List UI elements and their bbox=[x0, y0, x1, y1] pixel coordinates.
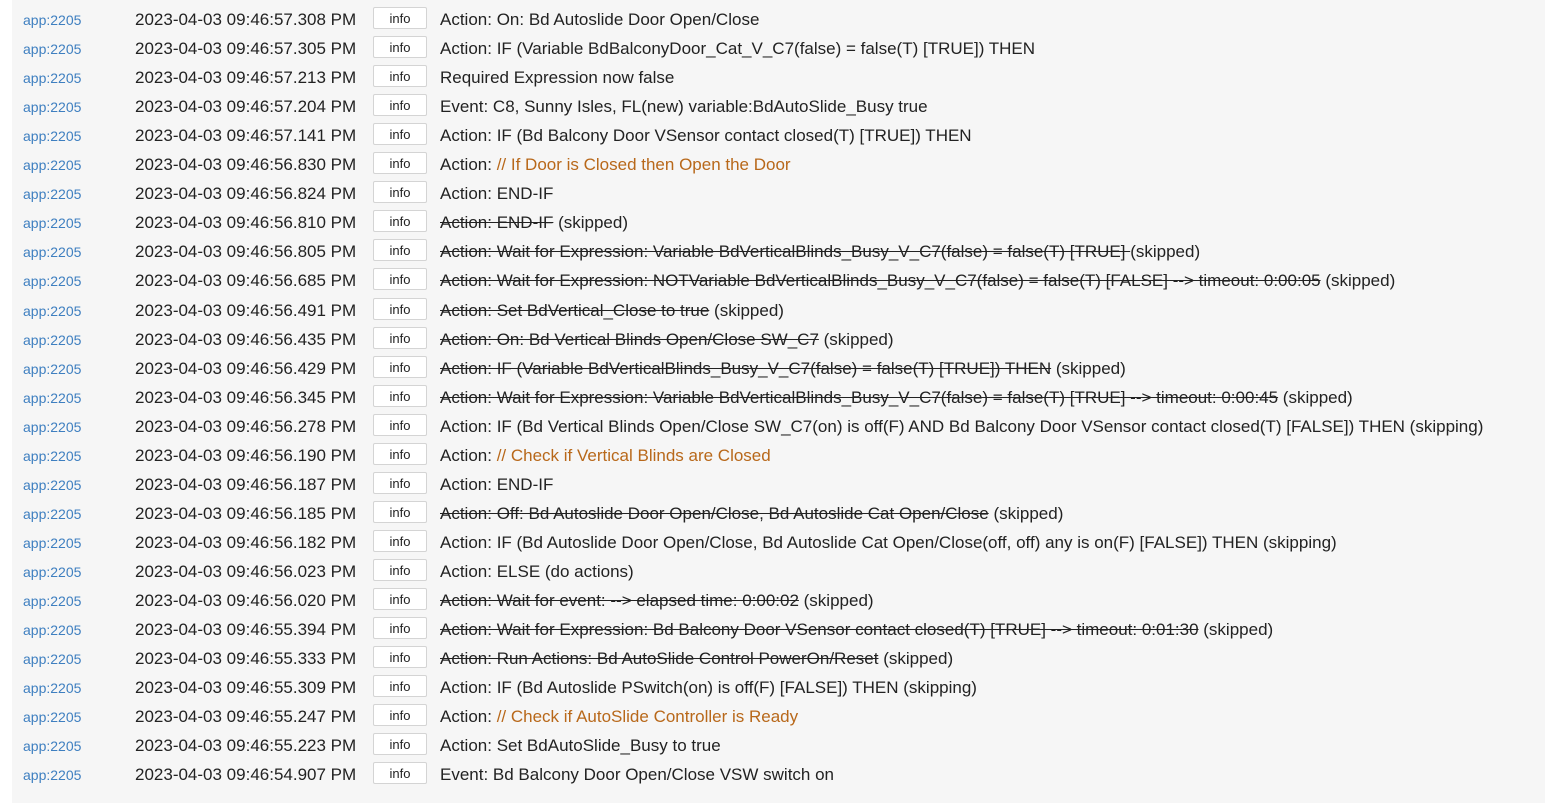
log-message bbox=[440, 242, 1200, 262]
log-message-text: Action: END-IF bbox=[440, 184, 554, 204]
log-level-badge: info bbox=[373, 356, 427, 378]
log-timestamp: 2023-04-03 09:46:55.309 PM bbox=[135, 678, 357, 698]
log-message bbox=[440, 39, 1035, 59]
log-level-badge: info bbox=[373, 36, 427, 58]
log-message bbox=[440, 591, 874, 611]
log-timestamp: 2023-04-03 09:46:56.810 PM bbox=[135, 213, 357, 233]
log-level-badge: info bbox=[373, 268, 427, 290]
log-message-suffix: (skipped) bbox=[553, 213, 628, 233]
log-source-link[interactable]: app:2205 bbox=[23, 447, 82, 464]
log-timestamp: 2023-04-03 09:46:57.141 PM bbox=[135, 126, 357, 146]
log-row bbox=[12, 615, 1545, 644]
log-message-text: Action: IF (Bd Vertical Blinds Open/Close SW_C7(on) is off(F) AND Bd Balcony Door VSensor contact closed(T) [FALSE]) THEN (skipping) bbox=[440, 416, 1484, 436]
log-message-comment: // If Door is Closed then Open the Door bbox=[496, 155, 791, 175]
log-message-text: Action: bbox=[440, 707, 497, 727]
log-message-skipped: Action: On: Bd Vertical Blinds Open/Close SW_C7 bbox=[440, 329, 819, 349]
log-level-badge: info bbox=[373, 123, 427, 145]
log-message-skipped: Action: Run Actions: Bd AutoSlide Control PowerOn/Reset bbox=[440, 649, 879, 669]
log-message bbox=[440, 330, 894, 350]
log-message-comment: // Check if AutoSlide Controller is Ready bbox=[496, 707, 799, 727]
log-source-link[interactable]: app:2205 bbox=[23, 651, 82, 668]
log-row bbox=[12, 150, 1545, 179]
log-message bbox=[440, 155, 791, 175]
log-timestamp: 2023-04-03 09:46:56.345 PM bbox=[135, 387, 357, 407]
log-row bbox=[12, 557, 1545, 586]
log-level-badge: info bbox=[373, 675, 427, 697]
log-source-link[interactable]: app:2205 bbox=[23, 186, 82, 203]
log-message bbox=[440, 271, 1395, 291]
log-level-badge: info bbox=[373, 733, 427, 755]
log-message bbox=[440, 184, 553, 204]
log-row bbox=[12, 237, 1545, 266]
log-row bbox=[12, 34, 1545, 63]
log-level-badge: info bbox=[373, 530, 427, 552]
log-source-link[interactable]: app:2205 bbox=[23, 593, 82, 609]
log-timestamp: 2023-04-03 09:46:57.305 PM bbox=[135, 39, 357, 59]
log-row bbox=[12, 325, 1545, 354]
log-message-text: Action: IF (Bd Autoslide PSwitch(on) is off(F) [FALSE]) THEN (skipping) bbox=[440, 678, 977, 698]
log-level-badge: info bbox=[373, 298, 427, 320]
log-message bbox=[440, 359, 1126, 379]
log-source-link[interactable]: app:2205 bbox=[23, 738, 82, 755]
log-message-comment: // Check if Vertical Blinds are Closed bbox=[496, 445, 771, 465]
log-level-badge: info bbox=[373, 65, 427, 87]
log-row bbox=[12, 586, 1545, 615]
log-source-link[interactable]: app:2205 bbox=[23, 273, 82, 290]
log-message-suffix: (skipped) bbox=[1130, 242, 1201, 262]
log-message bbox=[440, 736, 721, 756]
log-message-text: Action: On: Bd Autoslide Door Open/Close bbox=[440, 10, 760, 29]
log-message-text: Action: END-IF bbox=[440, 474, 554, 494]
log-row bbox=[12, 383, 1545, 412]
log-source-link[interactable]: app:2205 bbox=[23, 476, 82, 493]
log-level-badge: info bbox=[373, 472, 427, 494]
log-source-link[interactable]: app:2205 bbox=[23, 534, 82, 551]
log-source-link[interactable]: app:2205 bbox=[23, 360, 82, 377]
log-row bbox=[12, 644, 1545, 673]
log-message-skipped: Action: Wait for event: --> elapsed time: 0:00:02 bbox=[440, 591, 799, 610]
log-row bbox=[12, 499, 1545, 528]
log-message-suffix: (skipped) bbox=[988, 503, 1064, 523]
log-timestamp: 2023-04-03 09:46:56.429 PM bbox=[135, 358, 357, 378]
log-row bbox=[12, 179, 1545, 208]
log-message bbox=[440, 620, 1273, 640]
log-message-suffix: (skipped) bbox=[798, 591, 874, 610]
log-message-text: Event: Bd Balcony Door Open/Close VSW switch on bbox=[440, 765, 835, 785]
log-message-skipped: Action: Wait for Expression: Bd Balcony Door VSensor contact closed(T) [TRUE] --> timeout: 0:01:30 bbox=[440, 620, 1199, 640]
log-level-badge: info bbox=[373, 588, 427, 610]
log-row bbox=[12, 5, 1545, 34]
log-timestamp: 2023-04-03 09:46:55.333 PM bbox=[135, 649, 357, 669]
log-message-suffix: (skipped) bbox=[1051, 358, 1126, 378]
log-message bbox=[440, 533, 1337, 553]
log-message bbox=[440, 504, 1063, 524]
log-message-skipped: Action: Wait for Expression: NOTVariable BdVerticalBlinds_Busy_V_C7(false) = false(T) [FALSE] --> timeout: 0:00:05 bbox=[440, 271, 1321, 291]
log-source-link[interactable]: app:2205 bbox=[23, 680, 82, 697]
log-source-link[interactable]: app:2205 bbox=[23, 215, 82, 232]
log-timestamp: 2023-04-03 09:46:56.435 PM bbox=[135, 329, 357, 349]
log-level-badge: info bbox=[373, 327, 427, 349]
log-source-link[interactable]: app:2205 bbox=[23, 505, 82, 522]
log-level-badge: info bbox=[373, 704, 427, 726]
log-timestamp: 2023-04-03 09:46:56.278 PM bbox=[135, 416, 357, 436]
log-level-badge: info bbox=[373, 210, 427, 232]
log-timestamp: 2023-04-03 09:46:55.247 PM bbox=[135, 707, 357, 727]
log-row bbox=[12, 528, 1545, 557]
log-timestamp: 2023-04-03 09:46:56.023 PM bbox=[135, 561, 357, 581]
log-row bbox=[12, 121, 1545, 150]
log-timestamp: 2023-04-03 09:46:54.907 PM bbox=[135, 765, 357, 785]
log-timestamp: 2023-04-03 09:46:56.190 PM bbox=[135, 445, 357, 465]
log-message-suffix: (skipped) bbox=[878, 649, 954, 669]
log-timestamp: 2023-04-03 09:46:56.020 PM bbox=[135, 591, 357, 610]
log-row bbox=[12, 92, 1545, 121]
log-timestamp: 2023-04-03 09:46:56.805 PM bbox=[135, 242, 357, 262]
log-message-skipped: Action: Wait for Expression: Variable BdVerticalBlinds_Busy_V_C7(false) = false(T) [TRUE] bbox=[440, 242, 1131, 262]
log-message-skipped: Action: END-IF bbox=[440, 213, 554, 233]
log-message-skipped: Action: Set BdVertical_Close to true bbox=[440, 300, 710, 320]
log-source-link[interactable]: app:2205 bbox=[23, 302, 82, 319]
log-row bbox=[12, 731, 1545, 760]
log-level-badge: info bbox=[373, 94, 427, 116]
log-message bbox=[440, 446, 771, 466]
log-timestamp: 2023-04-03 09:46:56.182 PM bbox=[135, 532, 357, 552]
log-message-text: Action: bbox=[440, 445, 497, 465]
log-message bbox=[440, 97, 928, 117]
log-source-link[interactable]: app:2205 bbox=[23, 128, 82, 145]
log-row bbox=[12, 266, 1545, 295]
log-message bbox=[440, 10, 759, 30]
log-row bbox=[12, 470, 1545, 499]
log-level-badge: info bbox=[373, 559, 427, 581]
log-panel bbox=[12, 0, 1545, 803]
log-timestamp: 2023-04-03 09:46:56.830 PM bbox=[135, 155, 357, 175]
log-level-badge: info bbox=[373, 7, 427, 29]
log-row bbox=[12, 296, 1545, 325]
log-message-suffix: (skipped) bbox=[1198, 620, 1274, 640]
log-level-badge: info bbox=[373, 385, 427, 407]
log-source-link[interactable]: app:2205 bbox=[23, 12, 82, 28]
log-message-text: Action: ELSE (do actions) bbox=[440, 561, 634, 581]
log-source-link[interactable]: app:2205 bbox=[23, 41, 82, 58]
log-message bbox=[440, 68, 674, 88]
log-source-link[interactable]: app:2205 bbox=[23, 563, 82, 580]
log-message-text: Action: Set BdAutoSlide_Busy to true bbox=[440, 736, 721, 756]
log-message bbox=[440, 301, 784, 321]
log-row bbox=[12, 702, 1545, 731]
log-message bbox=[440, 126, 972, 146]
log-timestamp: 2023-04-03 09:46:56.187 PM bbox=[135, 474, 357, 494]
log-message-suffix: (skipped) bbox=[818, 329, 894, 349]
log-level-badge: info bbox=[373, 646, 427, 668]
log-source-link[interactable]: app:2205 bbox=[23, 157, 82, 174]
log-message bbox=[440, 417, 1483, 437]
log-level-badge: info bbox=[373, 181, 427, 203]
log-timestamp: 2023-04-03 09:46:56.491 PM bbox=[135, 300, 357, 320]
log-message bbox=[440, 213, 628, 233]
log-message bbox=[440, 388, 1353, 408]
log-timestamp: 2023-04-03 09:46:57.204 PM bbox=[135, 97, 357, 117]
log-message bbox=[440, 678, 977, 698]
log-message-text: Action: bbox=[440, 155, 497, 175]
log-message-suffix: (skipped) bbox=[1278, 387, 1353, 407]
log-message-text: Event: C8, Sunny Isles, FL(new) variable:BdAutoSlide_Busy true bbox=[440, 97, 928, 117]
log-row bbox=[12, 63, 1545, 92]
log-timestamp: 2023-04-03 09:46:57.213 PM bbox=[135, 68, 357, 88]
log-level-badge: info bbox=[373, 239, 427, 261]
log-row bbox=[12, 673, 1545, 702]
log-message-text: Action: IF (Bd Balcony Door VSensor contact closed(T) [TRUE]) THEN bbox=[440, 126, 972, 146]
log-row bbox=[12, 208, 1545, 237]
log-source-link[interactable]: app:2205 bbox=[23, 99, 82, 116]
log-message-skipped: Action: Wait for Expression: Variable BdVerticalBlinds_Busy_V_C7(false) = false(T) [TRUE] --> timeout: 0:00:45 bbox=[440, 387, 1279, 407]
log-timestamp: 2023-04-03 09:46:56.185 PM bbox=[135, 503, 357, 523]
log-timestamp: 2023-04-03 09:46:57.308 PM bbox=[135, 10, 357, 29]
log-row bbox=[12, 354, 1545, 383]
log-row bbox=[12, 760, 1545, 789]
log-level-badge: info bbox=[373, 762, 427, 784]
log-timestamp: 2023-04-03 09:46:55.394 PM bbox=[135, 620, 357, 640]
log-level-badge: info bbox=[373, 443, 427, 465]
log-source-link[interactable]: app:2205 bbox=[23, 767, 82, 784]
log-message bbox=[440, 649, 953, 669]
log-message bbox=[440, 707, 798, 727]
log-level-badge: info bbox=[373, 414, 427, 436]
log-timestamp: 2023-04-03 09:46:55.223 PM bbox=[135, 736, 357, 756]
log-source-link[interactable]: app:2205 bbox=[23, 389, 82, 406]
log-message-suffix: (skipped) bbox=[709, 300, 784, 320]
log-message-text: Required Expression now false bbox=[440, 68, 675, 88]
log-source-link[interactable]: app:2205 bbox=[23, 244, 82, 261]
log-source-link[interactable]: app:2205 bbox=[23, 418, 82, 435]
log-message-skipped: Action: Off: Bd Autoslide Door Open/Close, Bd Autoslide Cat Open/Close bbox=[440, 503, 989, 523]
log-message-text: Action: IF (Bd Autoslide Door Open/Close, Bd Autoslide Cat Open/Close(off, off) any is on(F) [FALSE]) THEN (skipping) bbox=[440, 532, 1337, 552]
log-source-link[interactable]: app:2205 bbox=[23, 331, 82, 348]
log-message bbox=[440, 562, 634, 582]
log-message-suffix: (skipped) bbox=[1320, 271, 1396, 291]
log-row bbox=[12, 412, 1545, 441]
log-row bbox=[12, 441, 1545, 470]
log-message-text: Action: IF (Variable BdBalconyDoor_Cat_V_C7(false) = false(T) [TRUE]) THEN bbox=[440, 39, 1036, 59]
log-message bbox=[440, 765, 834, 785]
log-source-link[interactable]: app:2205 bbox=[23, 709, 82, 726]
log-level-badge: info bbox=[373, 617, 427, 639]
log-message-skipped: Action: IF (Variable BdVerticalBlinds_Busy_V_C7(false) = false(T) [TRUE]) THEN bbox=[440, 358, 1052, 378]
log-level-badge: info bbox=[373, 501, 427, 523]
log-message bbox=[440, 475, 553, 495]
log-level-badge: info bbox=[373, 152, 427, 174]
log-source-link[interactable]: app:2205 bbox=[23, 622, 82, 639]
log-timestamp: 2023-04-03 09:46:56.824 PM bbox=[135, 184, 357, 204]
log-source-link[interactable]: app:2205 bbox=[23, 70, 82, 87]
log-timestamp: 2023-04-03 09:46:56.685 PM bbox=[135, 271, 357, 291]
